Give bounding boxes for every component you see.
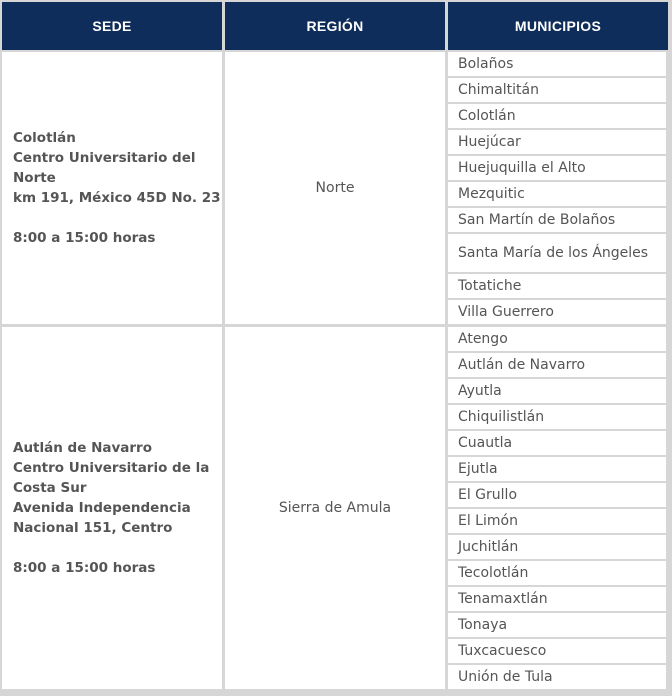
municipio-item: Autlán de Navarro <box>448 353 666 377</box>
municipio-item: Santa María de los Ángeles <box>448 234 666 272</box>
municipio-item: Ejutla <box>448 457 666 481</box>
sede-address: km 191, México 45D No. 23 <box>13 190 221 206</box>
municipio-item: Mezquitic <box>448 182 666 206</box>
header-sede: SEDE <box>2 2 222 50</box>
sede-campus: Centro Universitario del <box>13 150 196 166</box>
municipio-item: Cuautla <box>448 431 666 455</box>
municipio-item: Huejuquilla el Alto <box>448 156 666 180</box>
sede-name: Autlán de Navarro <box>13 440 152 456</box>
municipio-item: Tonaya <box>448 613 666 637</box>
municipio-item: Totatiche <box>448 274 666 298</box>
sede-address: Nacional 151, Centro <box>13 520 173 536</box>
municipio-item: Chiquilistlán <box>448 405 666 429</box>
municipio-item: Villa Guerrero <box>448 300 666 324</box>
sede-cell-sierra <box>2 327 222 689</box>
sede-address: Avenida Independencia <box>13 500 191 516</box>
sede-name: Colotlán <box>13 130 76 146</box>
municipio-item: Colotlán <box>448 104 666 128</box>
sede-hours: 8:00 a 15:00 horas <box>13 230 156 246</box>
sede-campus: Costa Sur <box>13 480 87 496</box>
municipio-item: Tecolotlán <box>448 561 666 585</box>
header-region: REGIÓN <box>225 2 445 50</box>
municipio-item: Tenamaxtlán <box>448 587 666 611</box>
sede-cell-norte <box>2 52 222 324</box>
municipio-item: Tuxcacuesco <box>448 639 666 663</box>
region-cell-sierra: Sierra de Amula <box>225 327 445 689</box>
region-cell-norte: Norte <box>225 52 445 324</box>
sede-campus: Centro Universitario de la <box>13 460 210 476</box>
municipio-item: Unión de Tula <box>448 665 666 689</box>
municipio-item: Chimaltitán <box>448 78 666 102</box>
municipio-item: El Limón <box>448 509 666 533</box>
municipio-item: Atengo <box>448 327 666 351</box>
sede-campus: Norte <box>13 170 56 186</box>
municipio-item: San Martín de Bolaños <box>448 208 666 232</box>
municipio-item: El Grullo <box>448 483 666 507</box>
header-municipios: MUNICIPIOS <box>448 2 668 50</box>
municipio-item: Juchitlán <box>448 535 666 559</box>
municipio-item: Bolaños <box>448 52 666 76</box>
municipio-item: Huejúcar <box>448 130 666 154</box>
sede-hours: 8:00 a 15:00 horas <box>13 560 156 576</box>
municipio-item: Ayutla <box>448 379 666 403</box>
